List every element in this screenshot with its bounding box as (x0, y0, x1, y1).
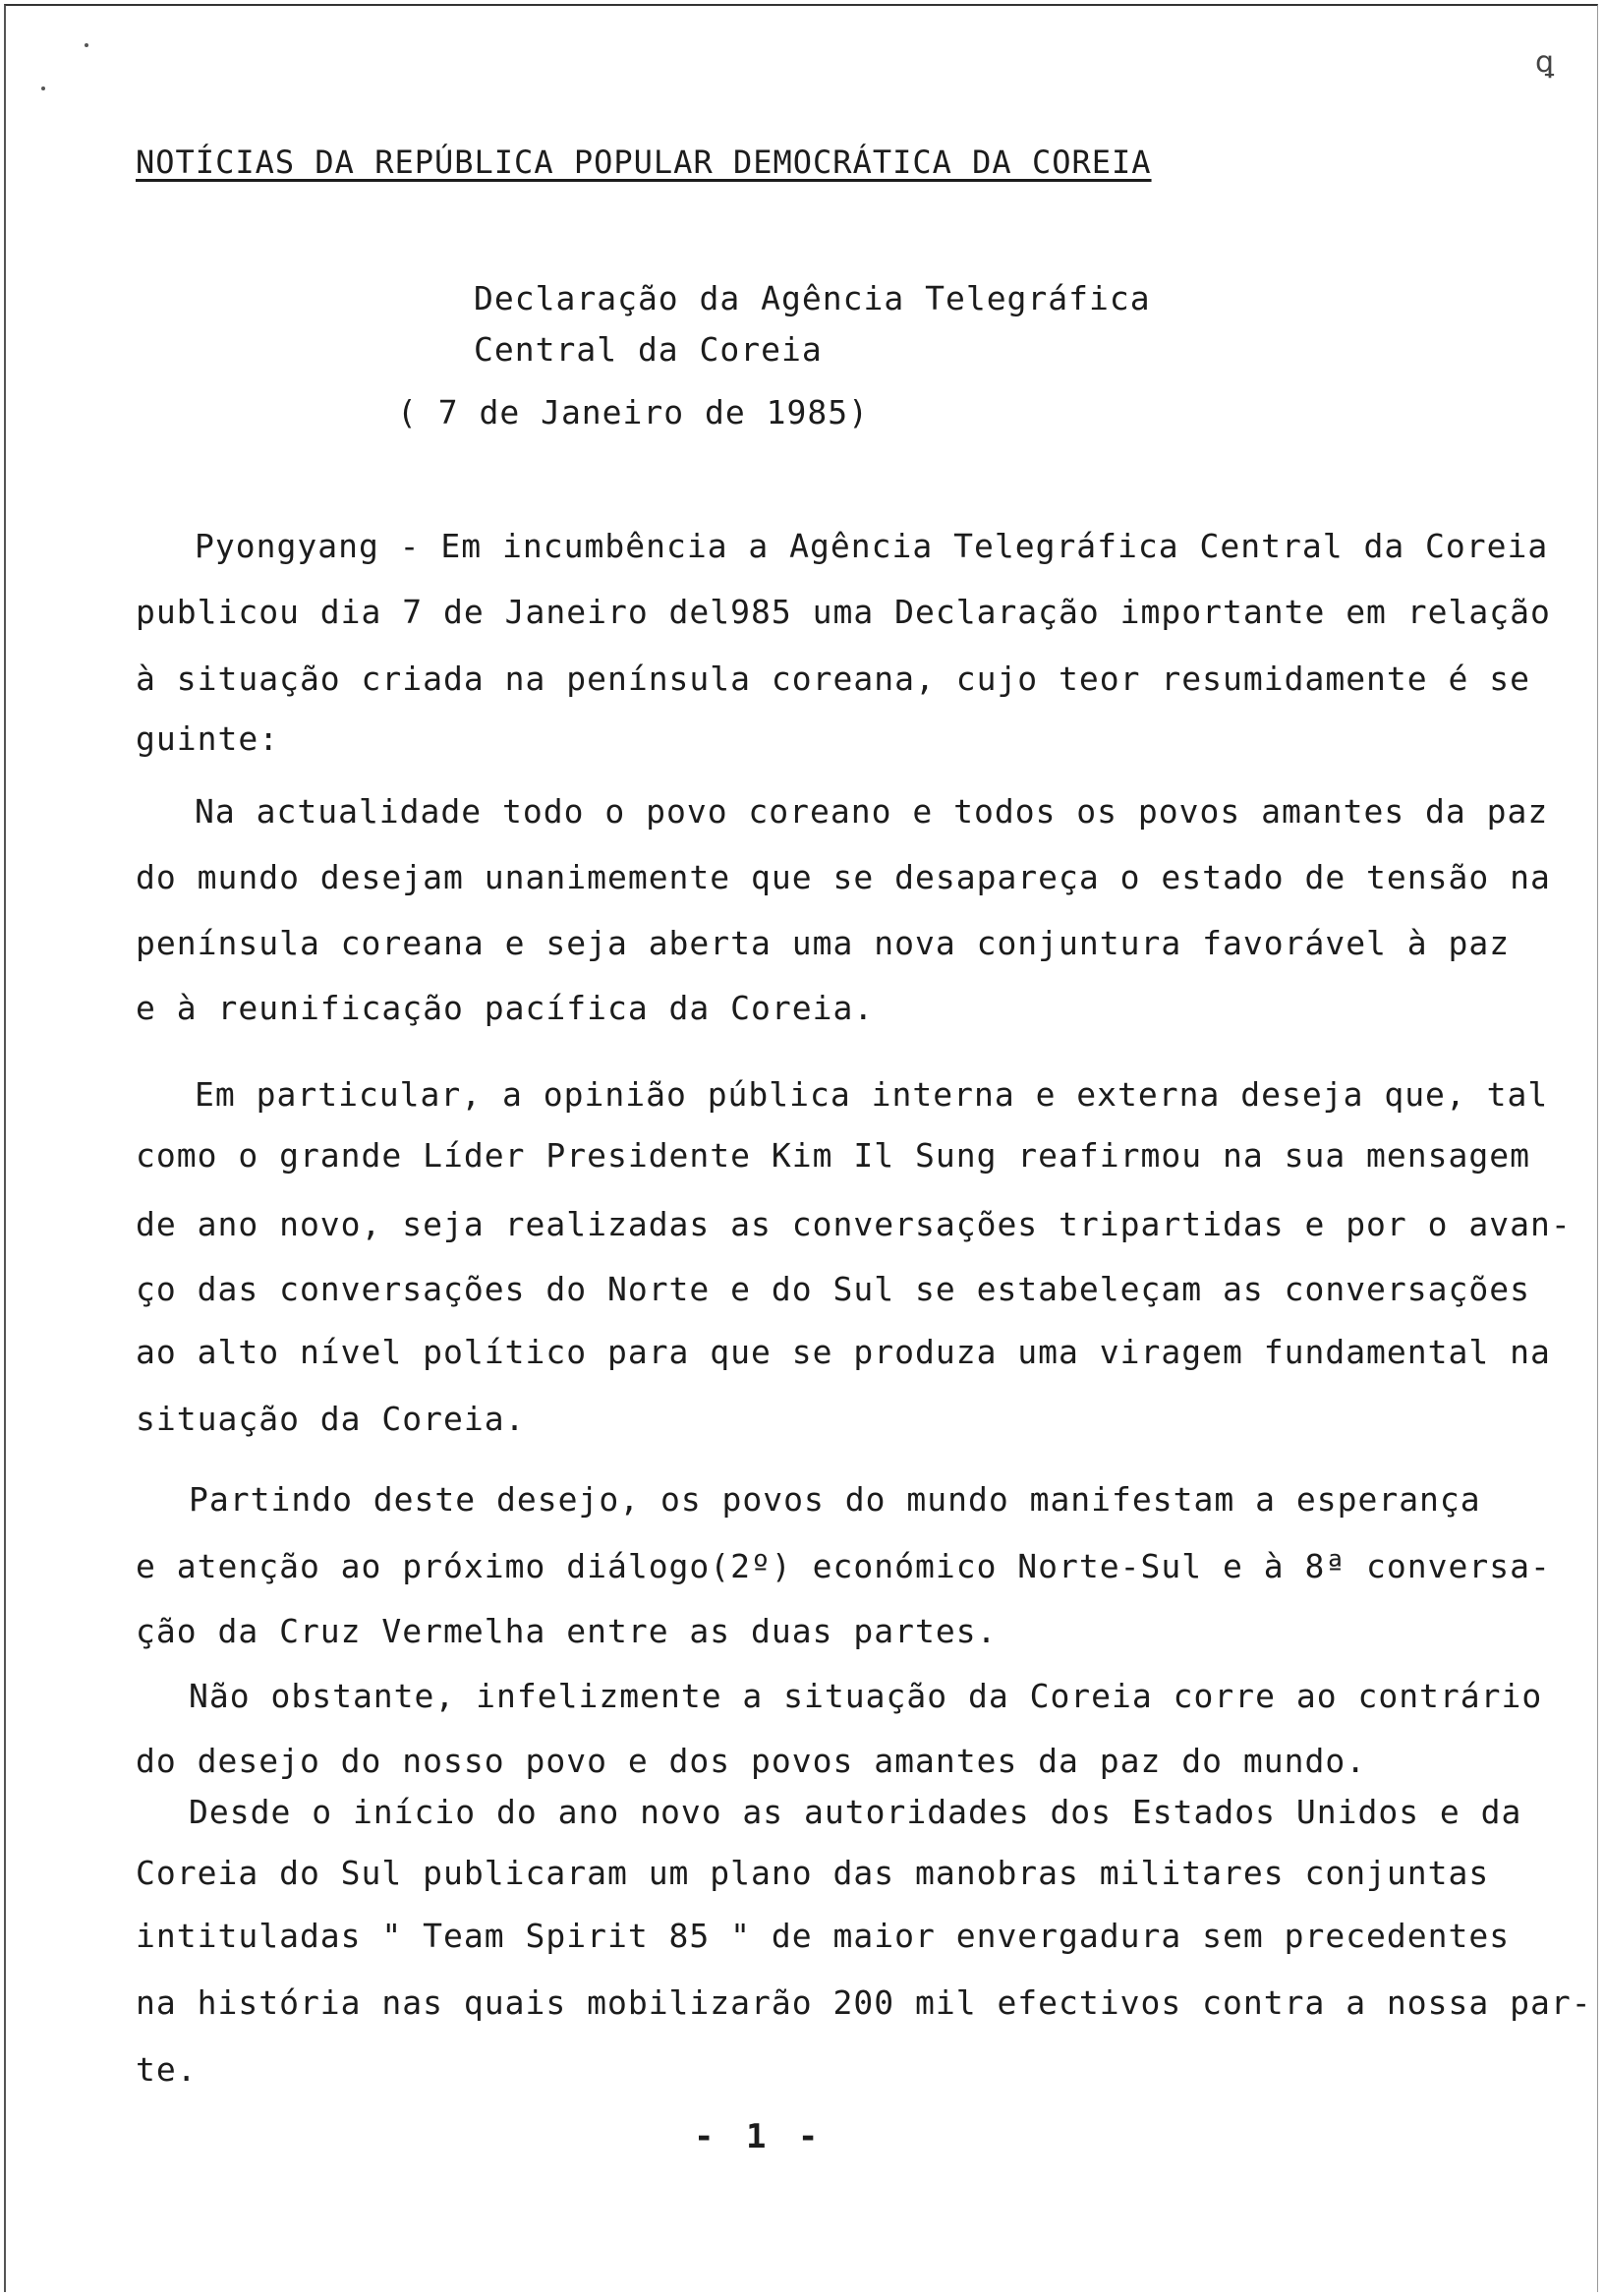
paragraph-1-line: Pyongyang - Em incumbência a Agência Telegráfica Central da Coreia (195, 527, 1549, 565)
paragraph-2-line: e à reunificação pacífica da Coreia. (136, 989, 875, 1027)
document-page (4, 4, 1598, 2292)
date-line: ( 7 de Janeiro de 1985) (397, 393, 869, 431)
scan-speck (85, 43, 88, 47)
paragraph-3-line: ao alto nível político para que se produza uma viragem fundamental na (136, 1333, 1551, 1371)
paragraph-2-line: do mundo desejam unanimemente que se desapareça o estado de tensão na (136, 858, 1551, 896)
page-number: - 1 - (694, 2117, 825, 2156)
paragraph-5-line: do desejo do nosso povo e dos povos amantes da paz do mundo. (136, 1742, 1367, 1780)
paragraph-6-line: te. (136, 2050, 198, 2089)
subtitle-line-1: Declaração da Agência Telegráfica (474, 279, 1151, 317)
paragraph-3-line: como o grande Líder Presidente Kim Il Sung reafirmou na sua mensagem (136, 1136, 1531, 1175)
subtitle-line-2: Central da Coreia (474, 330, 823, 369)
paragraph-1-line: guinte: (136, 719, 280, 758)
paragraph-4-line: e atenção ao próximo diálogo(2º) económico Norte-Sul e à 8ª conversa- (136, 1547, 1551, 1585)
corner-mark: ꝗ (1535, 45, 1555, 80)
paragraph-3-line: Em particular, a opinião pública interna e externa deseja que, tal (195, 1075, 1549, 1114)
paragraph-5-line: Não obstante, infelizmente a situação da Coreia corre ao contrário (189, 1677, 1543, 1715)
paragraph-3-line: situação da Coreia. (136, 1400, 526, 1438)
paragraph-6-line: Desde o início do ano novo as autoridades dos Estados Unidos e da (189, 1793, 1522, 1831)
paragraph-2-line: Na actualidade todo o povo coreano e todos os povos amantes da paz (195, 792, 1549, 831)
scan-speck (41, 86, 45, 90)
paragraph-3-line: de ano novo, seja realizadas as conversações tripartidas e por o avan- (136, 1205, 1572, 1243)
paragraph-4-line: Partindo deste desejo, os povos do mundo manifestam a esperança (189, 1480, 1481, 1519)
paragraph-2-line: península coreana e seja aberta uma nova conjuntura favorável à paz (136, 924, 1511, 962)
paragraph-1-line: à situação criada na península coreana, cujo teor resumidamente é se (136, 660, 1531, 698)
paragraph-6-line: intituladas " Team Spirit 85 " de maior envergadura sem precedentes (136, 1917, 1511, 1955)
paragraph-6-line: na história nas quais mobilizarão 200 mil efectivos contra a nossa par- (136, 1983, 1592, 2022)
paragraph-4-line: ção da Cruz Vermelha entre as duas partes. (136, 1612, 998, 1650)
document-heading: NOTÍCIAS DA REPÚBLICA POPULAR DEMOCRÁTICA DA COREIA (136, 144, 1152, 181)
paragraph-3-line: ço das conversações do Norte e do Sul se estabeleçam as conversações (136, 1270, 1531, 1308)
paragraph-1-line: publicou dia 7 de Janeiro del985 uma Declaração importante em relação (136, 593, 1551, 631)
paragraph-6-line: Coreia do Sul publicaram um plano das manobras militares conjuntas (136, 1854, 1490, 1892)
